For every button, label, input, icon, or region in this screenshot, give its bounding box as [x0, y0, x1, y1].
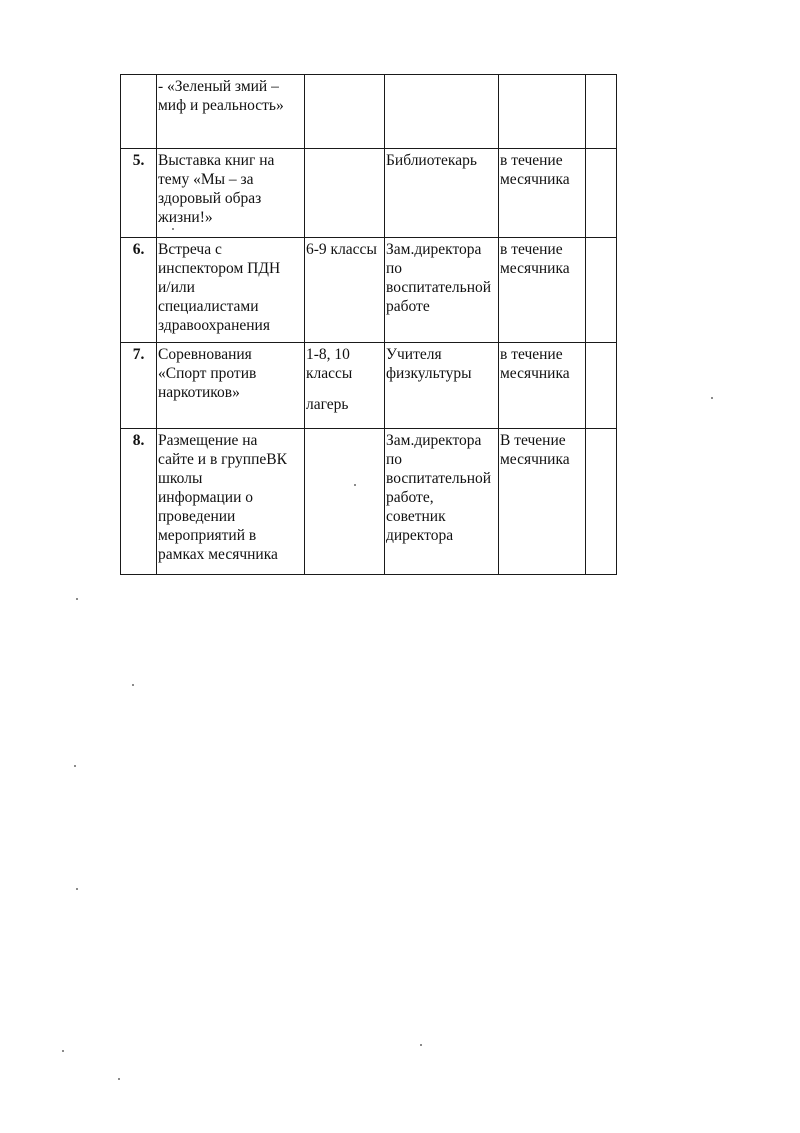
event-line: рамках месячника [158, 546, 278, 563]
table-row [121, 343, 617, 429]
timing-line: в течение [500, 241, 563, 258]
responsible-cell [385, 429, 499, 575]
table-row [121, 429, 617, 575]
scan-speck [76, 888, 78, 890]
row-number: 5. [121, 149, 157, 238]
event-line: Соревнования [158, 346, 252, 363]
responsible-line: работе, [386, 489, 434, 506]
event-cell [157, 75, 305, 149]
row-number: 7. [121, 343, 157, 429]
event-line: здравоохранения [158, 317, 270, 334]
participants-cell [305, 149, 385, 238]
event-line: специалистами [158, 298, 259, 315]
timing-cell [499, 238, 586, 343]
timing-line: в течение [500, 346, 563, 363]
event-line: здоровый образ [158, 190, 262, 207]
events-table [120, 74, 617, 575]
timing-cell [499, 429, 586, 575]
scan-speck [62, 1050, 64, 1052]
event-line: - «Зеленый змий – [158, 78, 279, 95]
table-row [121, 238, 617, 343]
responsible-line: Зам.директора [386, 432, 482, 449]
event-line: мероприятий в [158, 527, 257, 544]
responsible-line: работе [386, 298, 430, 315]
timing-cell [499, 343, 586, 429]
table-row [121, 75, 617, 149]
participants-cell [305, 343, 385, 429]
participants-line: 6-9 классы [306, 241, 377, 258]
event-line: Встреча с [158, 241, 222, 258]
participants-cell [305, 238, 385, 343]
timing-cell [499, 149, 586, 238]
event-line: тему «Мы – за [158, 171, 254, 188]
participants-cell [305, 75, 385, 149]
event-line: проведении [158, 508, 236, 525]
note-cell [586, 343, 617, 429]
responsible-cell [385, 238, 499, 343]
note-cell [586, 149, 617, 238]
responsible-cell [385, 75, 499, 149]
scan-speck [420, 1044, 422, 1046]
timing-line: в течение [500, 152, 563, 169]
responsible-cell [385, 149, 499, 238]
event-line: наркотиков» [158, 384, 240, 401]
participants-line: 1-8, 10 [306, 346, 350, 363]
event-line: и/или [158, 279, 195, 296]
participants-cell [305, 429, 385, 575]
event-line: школы [158, 470, 203, 487]
event-cell [157, 343, 305, 429]
scan-speck [132, 684, 134, 686]
responsible-cell [385, 343, 499, 429]
event-line: инспектором ПДН [158, 260, 281, 277]
note-cell [586, 238, 617, 343]
responsible-line: по [386, 260, 403, 277]
row-number: 6. [121, 238, 157, 343]
event-cell [157, 429, 305, 575]
scan-speck [76, 598, 78, 600]
event-line: Размещение на [158, 432, 258, 449]
row-number: 8. [121, 429, 157, 575]
scan-speck [74, 765, 76, 767]
timing-line: месячника [500, 171, 570, 188]
responsible-line: по [386, 451, 403, 468]
event-cell [157, 149, 305, 238]
responsible-line: Зам.директора [386, 241, 482, 258]
timing-line: месячника [500, 260, 570, 277]
event-line: Выставка книг на [158, 152, 275, 169]
event-line: «Спорт против [158, 365, 257, 382]
event-line: информации о [158, 489, 253, 506]
responsible-line: советник [386, 508, 446, 525]
scan-speck [711, 397, 713, 399]
event-line: жизни!» [158, 209, 213, 226]
responsible-line: Учителя [386, 346, 442, 363]
note-cell [586, 75, 617, 149]
scan-speck [118, 1078, 120, 1080]
event-cell [157, 238, 305, 343]
note-cell [586, 429, 617, 575]
timing-line: месячника [500, 451, 570, 468]
responsible-line: воспитательной [386, 279, 492, 296]
event-line: миф и реальность» [158, 97, 284, 114]
participants-line: классы [306, 365, 353, 382]
timing-line: В течение [500, 432, 566, 449]
table-row [121, 149, 617, 238]
scan-speck [354, 484, 356, 486]
timing-cell [499, 75, 586, 149]
event-line: сайте и в группеВК [158, 451, 287, 468]
row-number [121, 75, 157, 149]
responsible-line: воспитательной [386, 470, 492, 487]
responsible-line: Библиотекарь [386, 152, 477, 169]
responsible-line: директора [386, 527, 454, 544]
scan-speck [172, 228, 174, 230]
participants-line: лагерь [306, 396, 349, 413]
responsible-line: физкультуры [386, 365, 472, 382]
timing-line: месячника [500, 365, 570, 382]
